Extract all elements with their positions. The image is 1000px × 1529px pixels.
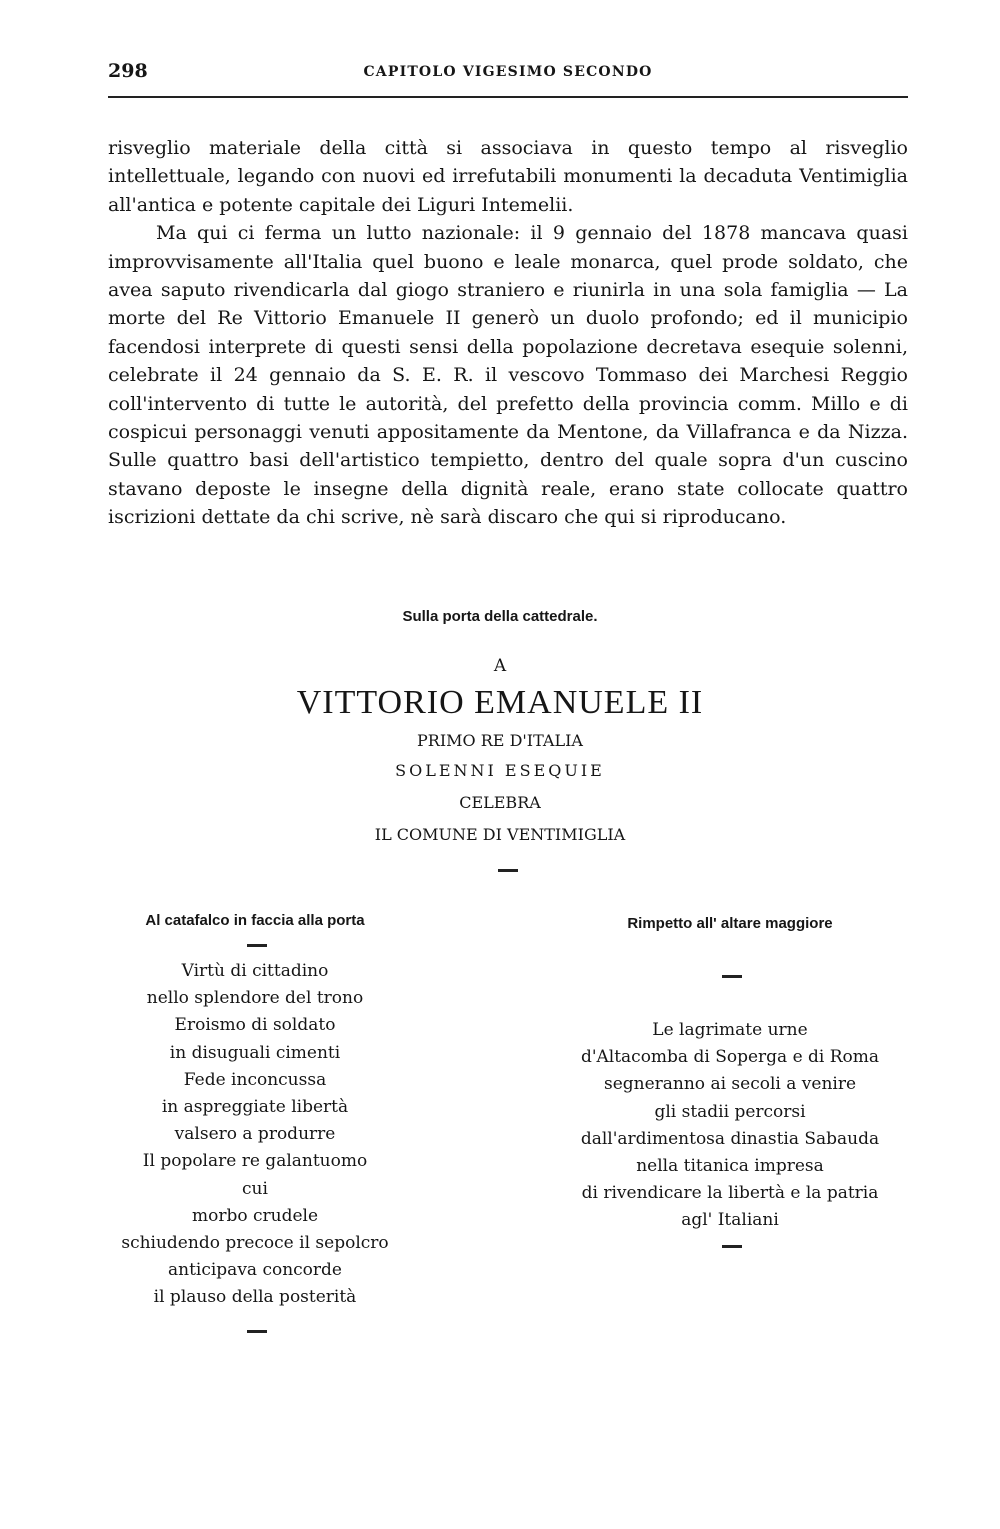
inscription-line: d'Altacomba di Soperga e di Roma (580, 1047, 880, 1068)
header-rule (108, 96, 908, 98)
inscription-line: valsero a produrre (174, 1124, 336, 1145)
inscription-line: cui (242, 1178, 268, 1199)
inscription-line: Le lagrimate urne (652, 1020, 808, 1040)
altar-lines (540, 1017, 920, 1235)
inscription-a: A (493, 656, 507, 676)
paragraph-2: Ma qui ci ferma un lutto nazionale: il 9 gennaio del 1878 mancava quasi improvvisamente all'Italia quel buono e leale monarca, quel prode soldato, che avea saputo rivendicarla dal giogo straniero e riunirla in una sola famiglia — La morte del Re Vittorio Emanuele II generò un duolo profondo; ed il municipio facendosi interprete di questi sensi della popolazione decretava esequie solenni, celebrate il 24 gennaio da S. E. R. il vescovo Tommaso dei Marchesi Reggio coll'intervento di tutte le autorità, del prefetto della provincia comm. Millo e di cospicui personaggi venuti appositamente da Mentone, da Villafranca e da Nizza. Sulle quattro basi dell'artistico tempietto, dentro del quale sopra d'un cuscino stavano deposte le insegne della dignità reale, erano state collocate quattro iscrizioni dettate da chi scrive, nè sarà discaro che qui si riproducano. (108, 222, 908, 529)
inscription-line: nello splendore del trono (146, 988, 364, 1009)
divider-dash (722, 1245, 742, 1248)
running-title: CAPITOLO VIGESIMO SECONDO (363, 64, 653, 80)
altar-inscription (540, 913, 920, 1259)
inscription-line: schiudendo precoce il sepolcro (121, 1233, 389, 1254)
inscription-comune: IL COMUNE DI VENTIMIGLIA (374, 825, 626, 844)
inscription-line: di rivendicare la libertà e la patria (581, 1183, 879, 1204)
inscription-celebra: CELEBRA (459, 793, 541, 812)
inscription-line: anticipava concorde (167, 1260, 342, 1281)
inscription-line: in aspreggiate libertà (161, 1097, 349, 1118)
inscription-line: Il popolare re galantuomo (142, 1151, 368, 1172)
page-number: 298 (108, 60, 148, 82)
inscription-solenni: SOLENNI ESEQUIE (395, 761, 605, 780)
catafalque-lines (105, 958, 405, 1312)
inscription-line: Fede inconcussa (183, 1069, 327, 1090)
page-header (108, 60, 908, 90)
divider-dash (498, 869, 518, 872)
inscription-line: gli stadii percorsi (654, 1101, 806, 1122)
cathedral-door-heading: Sulla porta della cattedrale. (402, 608, 598, 625)
paragraph-1: risveglio materiale della città si associava in questo tempo al risveglio intellettuale, legando con nuovi ed irrefutabili monumenti la decaduta Ventimiglia all'antica e potente capitale dei Liguri Intemelii. (108, 137, 908, 216)
divider-dash (247, 1330, 267, 1333)
inscription-line: Eroismo di soldato (174, 1015, 336, 1036)
inscription-line: il plauso della posterità (153, 1287, 357, 1308)
inscription-line: nella titanica impresa (636, 1156, 824, 1177)
body-text (108, 134, 908, 532)
catafalque-inscription (105, 910, 405, 1342)
divider-dash (247, 944, 267, 947)
inscription-king-name: VITTORIO EMANUELE II (296, 684, 704, 721)
inscription-line: segneranno ai secoli a venire (603, 1074, 857, 1095)
altar-heading: Rimpetto all' altare maggiore (627, 915, 833, 932)
inscription-line: agl' Italiani (681, 1210, 779, 1231)
inscription-line: in disuguali cimenti (169, 1042, 341, 1063)
divider-dash (722, 975, 742, 978)
inscription-line: dall'ardimentosa dinastia Sabauda (580, 1128, 880, 1149)
catafalque-heading: Al catafalco in faccia alla porta (145, 912, 365, 929)
inscription-line: morbo crudele (191, 1205, 319, 1226)
inscription-king-title: PRIMO RE D'ITALIA (417, 731, 583, 750)
inscription-line: Virtù di cittadino (181, 961, 329, 981)
